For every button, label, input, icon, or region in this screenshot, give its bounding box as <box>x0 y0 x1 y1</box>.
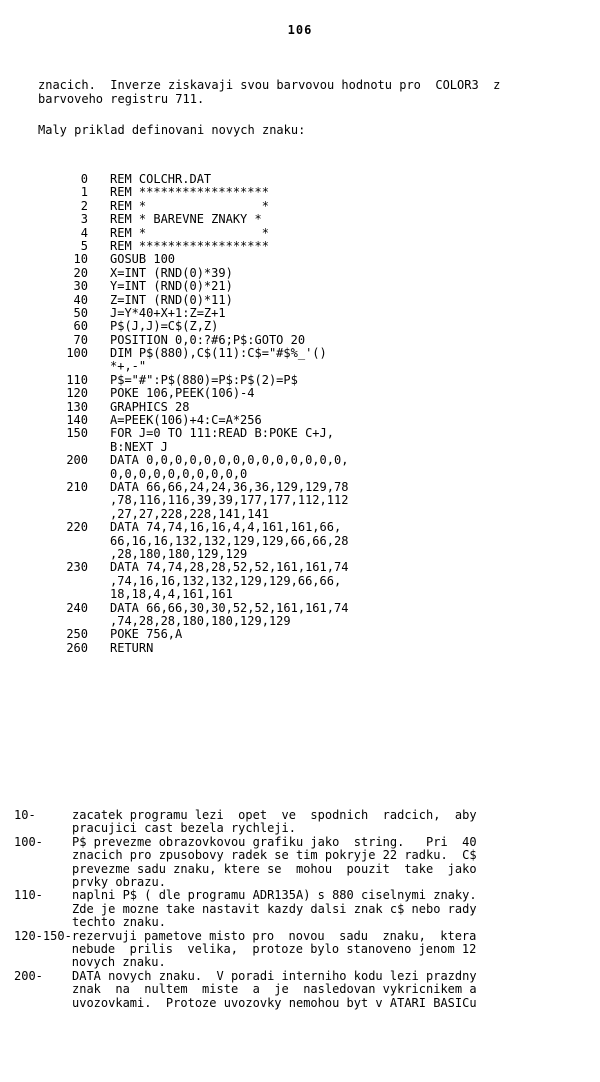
program-line <box>38 374 578 387</box>
note-text: naplni P$ ( dle programu ADR135A) s 880 ciselnymi znaky. Zde je mozne take nastavit kazdy dalsi znak c$ nebo rady techto znaku. <box>72 888 477 930</box>
line-code: POKE 756,A <box>110 627 183 642</box>
program-line <box>38 267 578 280</box>
line-number: 250 <box>66 627 88 642</box>
note-item <box>14 836 574 890</box>
note-line-ref: 100- <box>14 834 43 849</box>
line-number: 220 <box>66 520 88 535</box>
line-number: 50 <box>73 305 88 320</box>
line-number: 140 <box>66 413 88 428</box>
program-line <box>38 253 578 266</box>
program-line <box>38 173 578 186</box>
line-number: 110 <box>66 372 88 387</box>
program-line <box>38 414 578 427</box>
line-code: DATA 74,74,28,28,52,52,161,161,74 ,74,16,16,132,132,129,129,66,66, 18,18,4,4,161,161 <box>110 560 349 602</box>
line-number: 20 <box>73 265 88 280</box>
line-number: 70 <box>73 332 88 347</box>
line-number: 200 <box>66 453 88 468</box>
line-number: 0 <box>80 172 88 186</box>
line-code: FOR J=0 TO 111:READ B:POKE C+J, B:NEXT J <box>110 426 334 454</box>
line-number: 100 <box>66 346 88 361</box>
line-code: REM * BAREVNE ZNAKY * <box>110 212 262 227</box>
line-number: 210 <box>66 480 88 495</box>
example-heading: Maly priklad definovani novych znaku: <box>38 123 306 137</box>
line-number: 10 <box>73 252 88 267</box>
program-line <box>38 454 578 481</box>
note-item <box>14 889 574 929</box>
line-number: 120 <box>66 386 88 401</box>
line-number: 260 <box>66 640 88 655</box>
note-line-ref: 200- <box>14 968 43 983</box>
program-line <box>38 200 578 213</box>
line-number: 4 <box>80 225 88 240</box>
intro-line-1: znacich. Inverze ziskavaji svou barvovou hodnotu pro COLOR3 z <box>38 78 501 92</box>
program-line <box>38 280 578 293</box>
line-code: Y=INT (RND(0)*21) <box>110 279 233 294</box>
program-line <box>38 602 578 629</box>
program-line <box>38 334 578 347</box>
intro-line-2: barvoveho registru 711. <box>38 92 205 106</box>
line-code: P$="#":P$(880)=P$:P$(2)=P$ <box>110 372 298 387</box>
page-number: 106 <box>287 23 313 37</box>
line-number: 5 <box>80 238 88 253</box>
line-code: REM ****************** <box>110 238 269 253</box>
line-code: A=PEEK(106)+4:C=A*256 <box>110 413 262 428</box>
line-number: 230 <box>66 560 88 575</box>
line-number: 3 <box>80 212 88 227</box>
program-line <box>38 347 578 374</box>
line-number: 240 <box>66 600 88 615</box>
note-item <box>14 809 574 836</box>
program-line <box>38 401 578 414</box>
line-number: 150 <box>66 426 88 441</box>
line-code: X=INT (RND(0)*39) <box>110 265 233 280</box>
line-number: 60 <box>73 319 88 334</box>
note-text: rezervuji pametove misto pro novou sadu znaku, ktera nebude prilis velika, protoze bylo stanoveno jenom 12 novych znaku. <box>71 928 477 970</box>
program-line <box>38 628 578 641</box>
note-line-ref: 10- <box>14 808 36 822</box>
program-line <box>38 642 578 655</box>
line-number: 2 <box>80 198 88 213</box>
line-number: 130 <box>66 399 88 414</box>
note-item <box>14 970 574 1010</box>
line-code: REM COLCHR.DAT <box>110 172 212 186</box>
note-text: P$ prevezme obrazovkovou grafiku jako string. Pri 40 znacich pro zpusobovy radek se tim pokryje 22 radku. C$ prevezme sadu znaku, ktere se mohou pouzit take jako prvky obrazu. <box>72 834 477 890</box>
note-line-ref: 120-150- <box>14 928 72 943</box>
line-number: 30 <box>73 279 88 294</box>
program-line <box>38 427 578 454</box>
line-code: J=Y*40+X+1:Z=Z+1 <box>110 305 226 320</box>
program-line <box>38 307 578 320</box>
program-line <box>38 521 578 561</box>
line-number: 40 <box>73 292 88 307</box>
note-text: zacatek programu lezi opet ve spodnich radcich, aby pracujici cast bezela rychleji. <box>72 808 477 836</box>
program-line <box>38 213 578 226</box>
line-code: POKE 106,PEEK(106)-4 <box>110 386 255 401</box>
line-code: POSITION 0,0:?#6;P$:GOTO 20 <box>110 332 306 347</box>
line-code: REM * * <box>110 225 269 240</box>
note-text: DATA novych znaku. V poradi interniho kodu lezi prazdny znak na nultem miste a je nasledovan vykricnikem a uvozovkami. Protoze uvozovky nemohou byt v ATARI BASICu <box>72 968 477 1010</box>
line-code: REM ****************** <box>110 185 269 200</box>
program-line <box>38 186 578 199</box>
line-code: DATA 0,0,0,0,0,0,0,0,0,0,0,0,0,0, 0,0,0,0,0,0,0,0,0,0 <box>110 453 349 481</box>
program-line <box>38 387 578 400</box>
line-code: DIM P$(880),C$(11):C$="#$%_'() *+,-" <box>110 346 327 374</box>
line-code: DATA 66,66,24,24,36,36,129,129,78 ,78,116,116,39,39,177,177,112,112 ,27,27,228,228,141,141 <box>110 480 349 521</box>
program-line <box>38 320 578 333</box>
program-line <box>38 561 578 601</box>
line-code: REM * * <box>110 198 269 213</box>
line-number: 1 <box>80 185 88 200</box>
line-code: P$(J,J)=C$(Z,Z) <box>110 319 219 334</box>
line-code: RETURN <box>110 640 154 655</box>
line-code: GRAPHICS 28 <box>110 399 190 414</box>
program-notes <box>14 809 574 1010</box>
note-line-ref: 110- <box>14 888 43 903</box>
line-code: DATA 66,66,30,30,52,52,161,161,74 ,74,28,28,180,180,129,129 <box>110 600 349 628</box>
program-line <box>38 227 578 240</box>
line-code: DATA 74,74,16,16,4,4,161,161,66, 66,16,16,132,132,129,129,66,66,28 ,28,180,180,129,129 <box>110 520 349 562</box>
program-line <box>38 294 578 307</box>
line-code: GOSUB 100 <box>110 252 176 267</box>
program-listing <box>38 173 578 655</box>
program-line <box>38 481 578 521</box>
line-code: Z=INT (RND(0)*11) <box>110 292 233 307</box>
note-item <box>14 930 574 970</box>
program-line <box>38 240 578 253</box>
